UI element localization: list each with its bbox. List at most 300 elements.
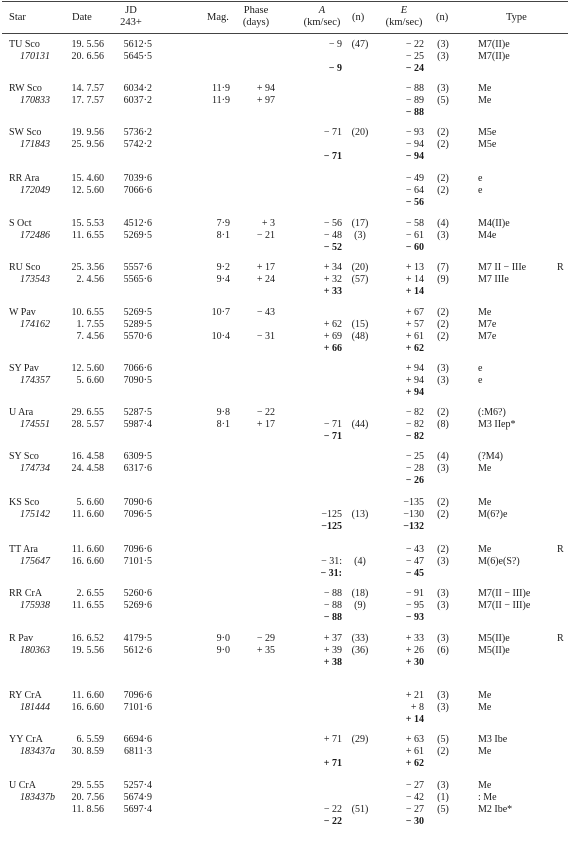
date-cell: 17. 7.57 bbox=[71, 95, 104, 106]
star-name: SY Pav bbox=[9, 363, 39, 374]
mean-absorption-cell: + 38 bbox=[323, 657, 342, 668]
table-row bbox=[0, 646, 570, 656]
header-mag: Mag. bbox=[207, 12, 229, 23]
date-cell: 11. 6.55 bbox=[71, 600, 104, 611]
absorption-velocity-cell: − 22 bbox=[323, 804, 342, 815]
spectral-type-cell: Me bbox=[478, 463, 492, 474]
emission-count-cell: (7) bbox=[437, 262, 449, 273]
flag-cell: R bbox=[557, 633, 564, 644]
table-row bbox=[0, 320, 570, 330]
emission-count-cell: (3) bbox=[437, 375, 449, 386]
absorption-count-cell: (48) bbox=[351, 331, 369, 342]
header-a-sub: (km/sec) bbox=[303, 17, 341, 28]
jd-cell: 6037·2 bbox=[123, 95, 152, 106]
star-hd-number: 183437b bbox=[20, 792, 55, 803]
header-jd-sub: 243+ bbox=[120, 17, 142, 28]
emission-velocity-cell: − 28 bbox=[405, 463, 424, 474]
mean-absorption-cell: + 33 bbox=[323, 286, 342, 297]
jd-cell: 5557·6 bbox=[123, 262, 152, 273]
emission-count-cell: (2) bbox=[437, 127, 449, 138]
table-row bbox=[0, 308, 570, 318]
date-cell: 5. 6.60 bbox=[76, 375, 104, 386]
spectral-type-cell: M7 IIIe bbox=[478, 274, 509, 285]
jd-cell: 6034·2 bbox=[123, 83, 152, 94]
absorption-velocity-cell: − 56 bbox=[323, 218, 342, 229]
emission-count-cell: (4) bbox=[437, 218, 449, 229]
table-row bbox=[0, 128, 570, 138]
jd-cell: 5697·4 bbox=[123, 804, 152, 815]
absorption-count-cell: (36) bbox=[351, 645, 369, 656]
emission-velocity-cell: − 93 bbox=[405, 127, 424, 138]
spectral-type-cell: M(6?)e bbox=[478, 509, 508, 520]
absorption-count-cell: (57) bbox=[351, 274, 369, 285]
emission-count-cell: (1) bbox=[437, 792, 449, 803]
absorption-count-cell: (20) bbox=[351, 127, 369, 138]
flag-cell: R bbox=[557, 262, 564, 273]
jd-cell: 7101·5 bbox=[123, 556, 152, 567]
absorption-velocity-cell: + 39 bbox=[323, 645, 342, 656]
table-row bbox=[0, 275, 570, 285]
star-block bbox=[0, 308, 570, 354]
emission-velocity-cell: + 61 bbox=[405, 331, 424, 342]
date-cell: 12. 5.60 bbox=[71, 185, 104, 196]
mag-cell: 11·9 bbox=[212, 95, 230, 106]
star-block bbox=[0, 40, 570, 86]
date-cell: 19. 5.56 bbox=[71, 645, 104, 656]
star-hd-number: 180363 bbox=[20, 645, 50, 656]
emission-velocity-cell: − 61 bbox=[405, 230, 424, 241]
emission-count-cell: (4) bbox=[437, 451, 449, 462]
star-block bbox=[0, 263, 570, 309]
phase-cell: + 17 bbox=[256, 419, 275, 430]
absorption-count-cell: (18) bbox=[351, 588, 369, 599]
star-block bbox=[0, 174, 570, 220]
mean-absorption-cell: − 88 bbox=[323, 612, 342, 623]
absorption-count-cell: (3) bbox=[354, 230, 366, 241]
star-block bbox=[0, 589, 570, 635]
date-cell: 7. 4.56 bbox=[76, 331, 104, 342]
flag-cell: R bbox=[557, 544, 564, 555]
header-a: A bbox=[318, 5, 326, 16]
emission-count-cell: (2) bbox=[437, 173, 449, 184]
emission-velocity-cell: + 33 bbox=[405, 633, 424, 644]
table-row bbox=[0, 376, 570, 386]
mean-row bbox=[0, 287, 570, 297]
star-block bbox=[0, 735, 570, 781]
spectral-type-cell: M5(II)e bbox=[478, 633, 510, 644]
spectral-type-cell: M5e bbox=[478, 139, 497, 150]
jd-cell: 5257·4 bbox=[123, 780, 152, 791]
mean-emission-cell: + 62 bbox=[405, 758, 424, 769]
table-row bbox=[0, 364, 570, 374]
emission-velocity-cell: − 43 bbox=[405, 544, 424, 555]
spectral-type-cell: Me bbox=[478, 746, 492, 757]
star-name: TU Sco bbox=[9, 39, 40, 50]
absorption-count-cell: (20) bbox=[351, 262, 369, 273]
mean-emission-cell: − 93 bbox=[405, 612, 424, 623]
spectral-type-cell: : Me bbox=[478, 792, 497, 803]
emission-count-cell: (2) bbox=[437, 331, 449, 342]
date-cell: 29. 5.55 bbox=[71, 780, 104, 791]
emission-velocity-cell: − 91 bbox=[405, 588, 424, 599]
star-hd-number: 171843 bbox=[20, 139, 50, 150]
date-cell: 16. 6.52 bbox=[71, 633, 104, 644]
mag-cell: 8·1 bbox=[216, 419, 230, 430]
emission-count-cell: (2) bbox=[437, 746, 449, 757]
emission-velocity-cell: + 8 bbox=[410, 702, 424, 713]
header-type: Type bbox=[506, 12, 527, 23]
spectral-type-cell: e bbox=[478, 375, 483, 386]
date-cell: 15. 4.60 bbox=[71, 173, 104, 184]
date-cell: 14. 7.57 bbox=[71, 83, 104, 94]
spectral-type-cell: e bbox=[478, 173, 483, 184]
star-hd-number: 183437a bbox=[20, 746, 55, 757]
table-row bbox=[0, 219, 570, 229]
table-row bbox=[0, 747, 570, 757]
phase-cell: + 17 bbox=[256, 262, 275, 273]
emission-count-cell: (2) bbox=[437, 307, 449, 318]
mag-cell: 9·0 bbox=[216, 633, 230, 644]
emission-count-cell: (5) bbox=[437, 734, 449, 745]
spectral-type-cell: M2 Ibe* bbox=[478, 804, 513, 815]
emission-velocity-cell: −130 bbox=[403, 509, 424, 520]
table-row bbox=[0, 464, 570, 474]
spectral-type-cell: M3 Ibe bbox=[478, 734, 508, 745]
emission-count-cell: (3) bbox=[437, 363, 449, 374]
spectral-type-cell: M7(II)e bbox=[478, 51, 510, 62]
star-name: KS Sco bbox=[9, 497, 40, 508]
spectral-type-cell: Me bbox=[478, 690, 492, 701]
header-date: Date bbox=[72, 12, 92, 23]
emission-velocity-cell: + 57 bbox=[405, 319, 424, 330]
table-row bbox=[0, 420, 570, 430]
emission-velocity-cell: − 27 bbox=[405, 780, 424, 791]
emission-count-cell: (3) bbox=[437, 39, 449, 50]
emission-velocity-cell: − 64 bbox=[405, 185, 424, 196]
date-cell: 15. 5.53 bbox=[71, 218, 104, 229]
header-e: E bbox=[400, 5, 408, 16]
star-hd-number: 175142 bbox=[20, 509, 50, 520]
mag-cell: 9·0 bbox=[216, 645, 230, 656]
star-block bbox=[0, 128, 570, 174]
jd-cell: 7096·5 bbox=[123, 509, 152, 520]
mean-row bbox=[0, 522, 570, 532]
absorption-velocity-cell: − 71 bbox=[323, 419, 342, 430]
table-row bbox=[0, 634, 570, 644]
star-block bbox=[0, 84, 570, 130]
jd-cell: 7090·5 bbox=[123, 375, 152, 386]
table-row bbox=[0, 408, 570, 418]
absorption-velocity-cell: + 69 bbox=[323, 331, 342, 342]
spectral-type-cell: M7(II)e bbox=[478, 39, 510, 50]
mean-row bbox=[0, 243, 570, 253]
star-hd-number: 174734 bbox=[20, 463, 50, 474]
date-cell: 28. 5.57 bbox=[71, 419, 104, 430]
date-cell: 19. 9.56 bbox=[71, 127, 104, 138]
emission-count-cell: (3) bbox=[437, 690, 449, 701]
mean-emission-cell: − 30 bbox=[405, 816, 424, 827]
star-hd-number: 181444 bbox=[20, 702, 50, 713]
mean-row bbox=[0, 432, 570, 442]
spectral-type-cell: M5(II)e bbox=[478, 645, 510, 656]
jd-cell: 7039·6 bbox=[123, 173, 152, 184]
phase-cell: − 43 bbox=[256, 307, 275, 318]
mean-absorption-cell: + 71 bbox=[323, 758, 342, 769]
star-block bbox=[0, 452, 570, 498]
absorption-count-cell: (15) bbox=[351, 319, 369, 330]
phase-cell: + 94 bbox=[256, 83, 275, 94]
table-row bbox=[0, 263, 570, 273]
spectral-type-cell: Me bbox=[478, 83, 492, 94]
star-name: SW Sco bbox=[9, 127, 42, 138]
absorption-velocity-cell: − 88 bbox=[323, 600, 342, 611]
jd-cell: 7090·6 bbox=[123, 497, 152, 508]
emission-velocity-cell: − 95 bbox=[405, 600, 424, 611]
header-jd: JD bbox=[125, 5, 137, 16]
mean-absorption-cell: − 71 bbox=[323, 431, 342, 442]
mean-emission-cell: + 62 bbox=[405, 343, 424, 354]
date-cell: 5. 6.60 bbox=[76, 497, 104, 508]
jd-cell: 4179·5 bbox=[123, 633, 152, 644]
spectral-type-cell: M7 II − IIIe bbox=[478, 262, 527, 273]
star-block bbox=[0, 545, 570, 591]
emission-velocity-cell: + 13 bbox=[405, 262, 424, 273]
absorption-count-cell: (47) bbox=[351, 39, 369, 50]
mean-row bbox=[0, 569, 570, 579]
absorption-count-cell: (13) bbox=[351, 509, 369, 520]
spectral-type-cell: (:M6?) bbox=[478, 407, 506, 418]
emission-count-cell: (5) bbox=[437, 804, 449, 815]
emission-count-cell: (6) bbox=[437, 645, 449, 656]
date-cell: 6. 5.59 bbox=[76, 734, 104, 745]
jd-cell: 5987·4 bbox=[123, 419, 152, 430]
table-row bbox=[0, 735, 570, 745]
table-row bbox=[0, 589, 570, 599]
jd-cell: 5565·6 bbox=[123, 274, 152, 285]
absorption-count-cell: (4) bbox=[354, 556, 366, 567]
emission-velocity-cell: −135 bbox=[403, 497, 424, 508]
emission-velocity-cell: − 25 bbox=[405, 451, 424, 462]
star-name: SY Sco bbox=[9, 451, 39, 462]
date-cell: 20. 6.56 bbox=[71, 51, 104, 62]
mean-absorption-cell: + 66 bbox=[323, 343, 342, 354]
date-cell: 24. 4.58 bbox=[71, 463, 104, 474]
spectral-type-cell: Me bbox=[478, 544, 492, 555]
emission-velocity-cell: + 21 bbox=[405, 690, 424, 701]
phase-cell: + 24 bbox=[256, 274, 275, 285]
emission-count-cell: (2) bbox=[437, 185, 449, 196]
jd-cell: 5736·2 bbox=[123, 127, 152, 138]
star-name: YY CrA bbox=[9, 734, 43, 745]
header-e-sub: (km/sec) bbox=[385, 17, 423, 28]
mean-absorption-cell: −125 bbox=[321, 521, 342, 532]
jd-cell: 5269·5 bbox=[123, 307, 152, 318]
header-n1: (n) bbox=[352, 12, 365, 23]
jd-cell: 4512·6 bbox=[123, 218, 152, 229]
mean-emission-cell: − 24 bbox=[405, 63, 424, 74]
emission-velocity-cell: − 42 bbox=[405, 792, 424, 803]
date-cell: 29. 6.55 bbox=[71, 407, 104, 418]
date-cell: 2. 4.56 bbox=[76, 274, 104, 285]
star-hd-number: 172486 bbox=[20, 230, 50, 241]
emission-count-cell: (3) bbox=[437, 556, 449, 567]
star-block bbox=[0, 498, 570, 544]
phase-cell: − 22 bbox=[256, 407, 275, 418]
table-row bbox=[0, 557, 570, 567]
emission-velocity-cell: − 25 bbox=[405, 51, 424, 62]
mean-emission-cell: − 26 bbox=[405, 475, 424, 486]
emission-velocity-cell: − 49 bbox=[405, 173, 424, 184]
table-row bbox=[0, 96, 570, 106]
emission-count-cell: (3) bbox=[437, 633, 449, 644]
date-cell: 16. 6.60 bbox=[71, 702, 104, 713]
table-row bbox=[0, 186, 570, 196]
mean-row bbox=[0, 64, 570, 74]
mean-emission-cell: −132 bbox=[403, 521, 424, 532]
emission-count-cell: (3) bbox=[437, 600, 449, 611]
mean-row bbox=[0, 108, 570, 118]
date-cell: 25. 9.56 bbox=[71, 139, 104, 150]
jd-cell: 5269·5 bbox=[123, 230, 152, 241]
jd-cell: 5674·9 bbox=[123, 792, 152, 803]
table-row bbox=[0, 601, 570, 611]
mag-cell: 9·2 bbox=[216, 262, 230, 273]
mag-cell: 10·7 bbox=[211, 307, 230, 318]
table-row bbox=[0, 452, 570, 462]
spectral-type-cell: e bbox=[478, 363, 483, 374]
spectral-type-cell: Me bbox=[478, 497, 492, 508]
absorption-velocity-cell: + 34 bbox=[323, 262, 342, 273]
star-hd-number: 170833 bbox=[20, 95, 50, 106]
top-rule bbox=[2, 1, 568, 2]
star-block bbox=[0, 408, 570, 454]
header-phase-sub: (days) bbox=[242, 17, 270, 28]
date-cell: 12. 5.60 bbox=[71, 363, 104, 374]
absorption-velocity-cell: + 62 bbox=[323, 319, 342, 330]
emission-velocity-cell: − 22 bbox=[405, 39, 424, 50]
star-hd-number: 174551 bbox=[20, 419, 50, 430]
absorption-count-cell: (9) bbox=[354, 600, 366, 611]
emission-count-cell: (3) bbox=[437, 230, 449, 241]
star-name: RU Sco bbox=[9, 262, 41, 273]
emission-velocity-cell: − 82 bbox=[405, 407, 424, 418]
absorption-velocity-cell: + 71 bbox=[323, 734, 342, 745]
absorption-count-cell: (17) bbox=[351, 218, 369, 229]
mean-emission-cell: + 14 bbox=[405, 714, 424, 725]
mean-row bbox=[0, 759, 570, 769]
mean-emission-cell: − 56 bbox=[405, 197, 424, 208]
table-row bbox=[0, 793, 570, 803]
star-name: U Ara bbox=[9, 407, 34, 418]
spectral-type-cell: Me bbox=[478, 702, 492, 713]
spectral-type-cell: M3 IIep* bbox=[478, 419, 516, 430]
mag-cell: 11·9 bbox=[212, 83, 230, 94]
spectral-type-cell: (?M4) bbox=[478, 451, 503, 462]
star-block bbox=[0, 781, 570, 827]
phase-cell: − 21 bbox=[256, 230, 275, 241]
mean-emission-cell: − 45 bbox=[405, 568, 424, 579]
table-row bbox=[0, 781, 570, 791]
date-cell: 19. 5.56 bbox=[71, 39, 104, 50]
date-cell: 1. 7.55 bbox=[76, 319, 104, 330]
mean-emission-cell: − 88 bbox=[405, 107, 424, 118]
phase-cell: − 31 bbox=[256, 331, 275, 342]
mag-cell: 7·9 bbox=[216, 218, 230, 229]
date-cell: 2. 6.55 bbox=[76, 588, 104, 599]
mean-absorption-cell: − 31: bbox=[320, 568, 342, 579]
mag-cell: 9·8 bbox=[216, 407, 230, 418]
emission-velocity-cell: + 26 bbox=[405, 645, 424, 656]
table-row bbox=[0, 332, 570, 342]
star-hd-number: 174357 bbox=[20, 375, 50, 386]
absorption-velocity-cell: − 88 bbox=[323, 588, 342, 599]
star-name: RY CrA bbox=[9, 690, 42, 701]
mean-row bbox=[0, 388, 570, 398]
table-row bbox=[0, 40, 570, 50]
emission-velocity-cell: − 94 bbox=[405, 139, 424, 150]
table-row bbox=[0, 545, 570, 555]
absorption-count-cell: (44) bbox=[351, 419, 369, 430]
emission-velocity-cell: − 58 bbox=[405, 218, 424, 229]
table-row bbox=[0, 140, 570, 150]
emission-velocity-cell: − 47 bbox=[405, 556, 424, 567]
spectral-type-cell: Me bbox=[478, 780, 492, 791]
star-block bbox=[0, 691, 570, 737]
star-name: RW Sco bbox=[9, 83, 42, 94]
jd-cell: 6309·5 bbox=[123, 451, 152, 462]
absorption-count-cell: (29) bbox=[351, 734, 369, 745]
emission-count-cell: (9) bbox=[437, 274, 449, 285]
header-phase: Phase bbox=[243, 5, 269, 16]
jd-cell: 6694·6 bbox=[123, 734, 152, 745]
mean-absorption-cell: − 52 bbox=[323, 242, 342, 253]
emission-velocity-cell: − 89 bbox=[405, 95, 424, 106]
header-rule bbox=[2, 33, 568, 34]
star-name: U CrA bbox=[9, 780, 36, 791]
star-name: RR CrA bbox=[9, 588, 43, 599]
mean-row bbox=[0, 715, 570, 725]
emission-velocity-cell: + 94 bbox=[405, 363, 424, 374]
date-cell: 11. 6.60 bbox=[71, 690, 104, 701]
mean-row bbox=[0, 198, 570, 208]
star-hd-number: 175647 bbox=[20, 556, 50, 567]
star-block bbox=[0, 219, 570, 265]
mean-emission-cell: − 82 bbox=[405, 431, 424, 442]
table-row bbox=[0, 498, 570, 508]
jd-cell: 5612·6 bbox=[123, 645, 152, 656]
emission-count-cell: (3) bbox=[437, 702, 449, 713]
jd-cell: 5570·6 bbox=[123, 331, 152, 342]
jd-cell: 6317·6 bbox=[123, 463, 152, 474]
table-row bbox=[0, 510, 570, 520]
absorption-velocity-cell: −125 bbox=[321, 509, 342, 520]
star-hd-number: 174162 bbox=[20, 319, 50, 330]
mean-emission-cell: + 14 bbox=[405, 286, 424, 297]
mean-absorption-cell: − 9 bbox=[328, 63, 342, 74]
mean-emission-cell: + 94 bbox=[405, 387, 424, 398]
absorption-velocity-cell: + 37 bbox=[323, 633, 342, 644]
spectral-type-cell: e bbox=[478, 185, 483, 196]
jd-cell: 5742·2 bbox=[123, 139, 152, 150]
star-hd-number: 170131 bbox=[20, 51, 50, 62]
date-cell: 16. 4.58 bbox=[71, 451, 104, 462]
date-cell: 11. 6.55 bbox=[71, 230, 104, 241]
emission-count-cell: (2) bbox=[437, 544, 449, 555]
jd-cell: 7096·6 bbox=[123, 544, 152, 555]
spectral-type-cell: M7e bbox=[478, 331, 497, 342]
emission-count-cell: (3) bbox=[437, 51, 449, 62]
spectral-type-cell: Me bbox=[478, 95, 492, 106]
